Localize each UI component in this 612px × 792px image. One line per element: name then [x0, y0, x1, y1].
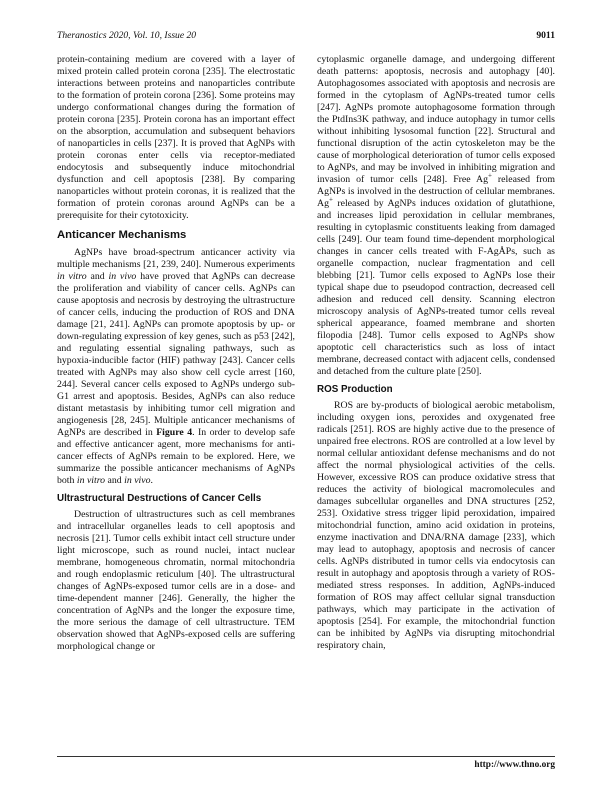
journal-title: Theranostics 2020, Vol. 10, Issue 20 [57, 30, 197, 41]
paragraph-protein-corona: protein-containing medium are covered with a layer of mixed protein called protein corona [235]. The electrostatic interactions between proteins and nanoparticles contribute to the formation of protein corona [236]. Some proteins may undergo conformational changes during the formation of protein corona [235]. Protein corona has an important effect on the absorption, accumulation and subsequent behaviors of nanoparticles in cells [237]. It is proved that AgNPs with protein coronas enter cells via receptor-mediated endocytosis and subsequently induce mitochondrial dysfunction and cell apoptosis [238]. By comparing nanoparticles without protein coronas, it is realized that the formation of protein coronas around AgNPs can be a prerequisite for their cytotoxicity. [57, 54, 295, 221]
paragraph-organelle-damage: cytoplasmic organelle damage, and undergoing different death patterns: apoptosis, necrosis and autophagy [40]. Autophagosomes associated with apoptosis and necrosis are formed in the cytoplasm of AgNPs-treated tumor cells [247]. AgNPs promote autophagosome formation through the PtdIns3K pathway, and induce autophagy in tumor cells without inhibiting lysosomal function [22]. Structural and functional disruption of the actin cytoskeleton may be the cause of morphological deterioration of tumor cells exposed to AgNPs, and may be involved in inhibiting migration and invasion of tumor cells [248]. Free Ag+ released from AgNPs is involved in the destruction of cellular membranes. Ag+ released by AgNPs induces oxidation of glutathione, and increases lipid peroxidation in cellular membranes, resulting in cytoplasmic constituents leaking from damaged cells [249]. Our team found time-dependent morphological changes in cancer cells treated with F-AgÅPs, such as organelle compaction, nuclear fragmentation and cell blebbing [21]. Tumor cells exposed to AgNPs lose their typical shape due to pseudopod contraction, decreased cell adhesion and reduced cell density. Scanning electron microscopy analysis of AgNPs-treated tumor cells reveal spherical appearance, foamed membrane and shorten filopodia [248]. Tumor cells exposed to AgNPs show apoptotic cell characteristics such as loss of intact membrane, decreased contact with adjacent cells, condensed and detached from the culture plate [250]. [317, 54, 556, 377]
section-heading-anticancer-mechanisms: Anticancer Mechanisms [57, 229, 187, 241]
footer-divider [57, 756, 555, 757]
paragraph-anticancer-overview: AgNPs have broad-spectrum anticancer activity via multiple mechanisms [21, 239, 240]. Numerous experiments in vitro and in vivo have proved that AgNPs can decrease the proliferation and viability of cancer cells. AgNPs can cause apoptosis and necrosis by destroying the ultrastructure of cancer cells, inducing the production of ROS and DNA damage [21, 241]. AgNPs can promote apoptosis by up- or down-regulating expression of key genes, such as p53 [242], and regulating essential signaling pathways, such as hypoxia-inducible factor (HIF) pathway [243]. Cancer cells treated with AgNPs may also show cell cycle arrest [160, 244]. Several cancer cells exposed to AgNPs undergo sub-G1 arrest and apoptosis. Besides, AgNPs can also reduce distant metastasis by inhibiting tumor cell migration and angiogenesis [28, 245]. Multiple anticancer mechanisms of AgNPs are described in Figure 4. In order to develop safe and effective anticancer agent, more mechanisms for anti-cancer effects of AgNPs remain to be explored. Here, we summarize the possible anticancer mechanisms of AgNPs both in vitro and in vivo. [57, 247, 296, 486]
left-column [57, 54, 295, 653]
page-number: 9011 [536, 30, 555, 41]
right-column [317, 54, 555, 653]
two-column-content [57, 54, 555, 653]
subsection-heading-ultrastructural-destructions: Ultrastructural Destructions of Cancer Cells [57, 493, 262, 504]
subsection-heading-ros-production: ROS Production [317, 384, 393, 395]
paragraph-ros-production: ROS are by-products of biological aerobic metabolism, including oxygen ions, peroxides and oxygenated free radicals [251]. ROS are highly active due to the presence of unpaired free electrons. ROS are controlled at a low level by normal cellular antioxidant defense mechanisms and do not affect the normal physiological activities of the cells. However, excessive ROS can produce oxidative stress that reduces the activity of biological macromolecules and damages subcellular organelles and DNA structures [252, 253]. Oxidative stress trigger lipid peroxidation, impaired mitochondrial function, amino acid oxidation in proteins, enzyme inactivation and DNA/RNA damage [233], which may lead to autophagy, apoptosis and necrosis of cancer cells. AgNPs distributed in tumor cells via endocytosis can result in autophagy and apoptosis through a variety of ROS-mediated stress responses. In addition, AgNPs-induced formation of ROS may affect cellular signal transduction pathways, which may participate in the activation of apoptosis [254]. For example, the mitochondrial function can be inhibited by AgNPs via disrupting mitochondrial respiratory chain, [317, 400, 555, 651]
page-header [57, 30, 555, 41]
journal-url-link[interactable]: http://www.thno.org [474, 760, 555, 770]
page-footer [57, 756, 555, 770]
paragraph-ultrastructural-destructions: Destruction of ultrastructures such as cell membranes and intracellular organelles leads to cell apoptosis and necrosis [21]. Tumor cells exhibit intact cell structure under light microscope, such as round nuclei, intact nuclear membrane, homogeneous chromatin, normal mitochondria and rough endoplasmic reticulum [40]. The ultrastructural changes of AgNPs-exposed tumor cells are in a dose- and time-dependent manner [246]. Generally, the higher the concentration of AgNPs and the longer the exposure time, the more serious the damage of cell ultrastructure. TEM observation showed that AgNPs-exposed cells are suffering morphological change or [57, 509, 295, 652]
